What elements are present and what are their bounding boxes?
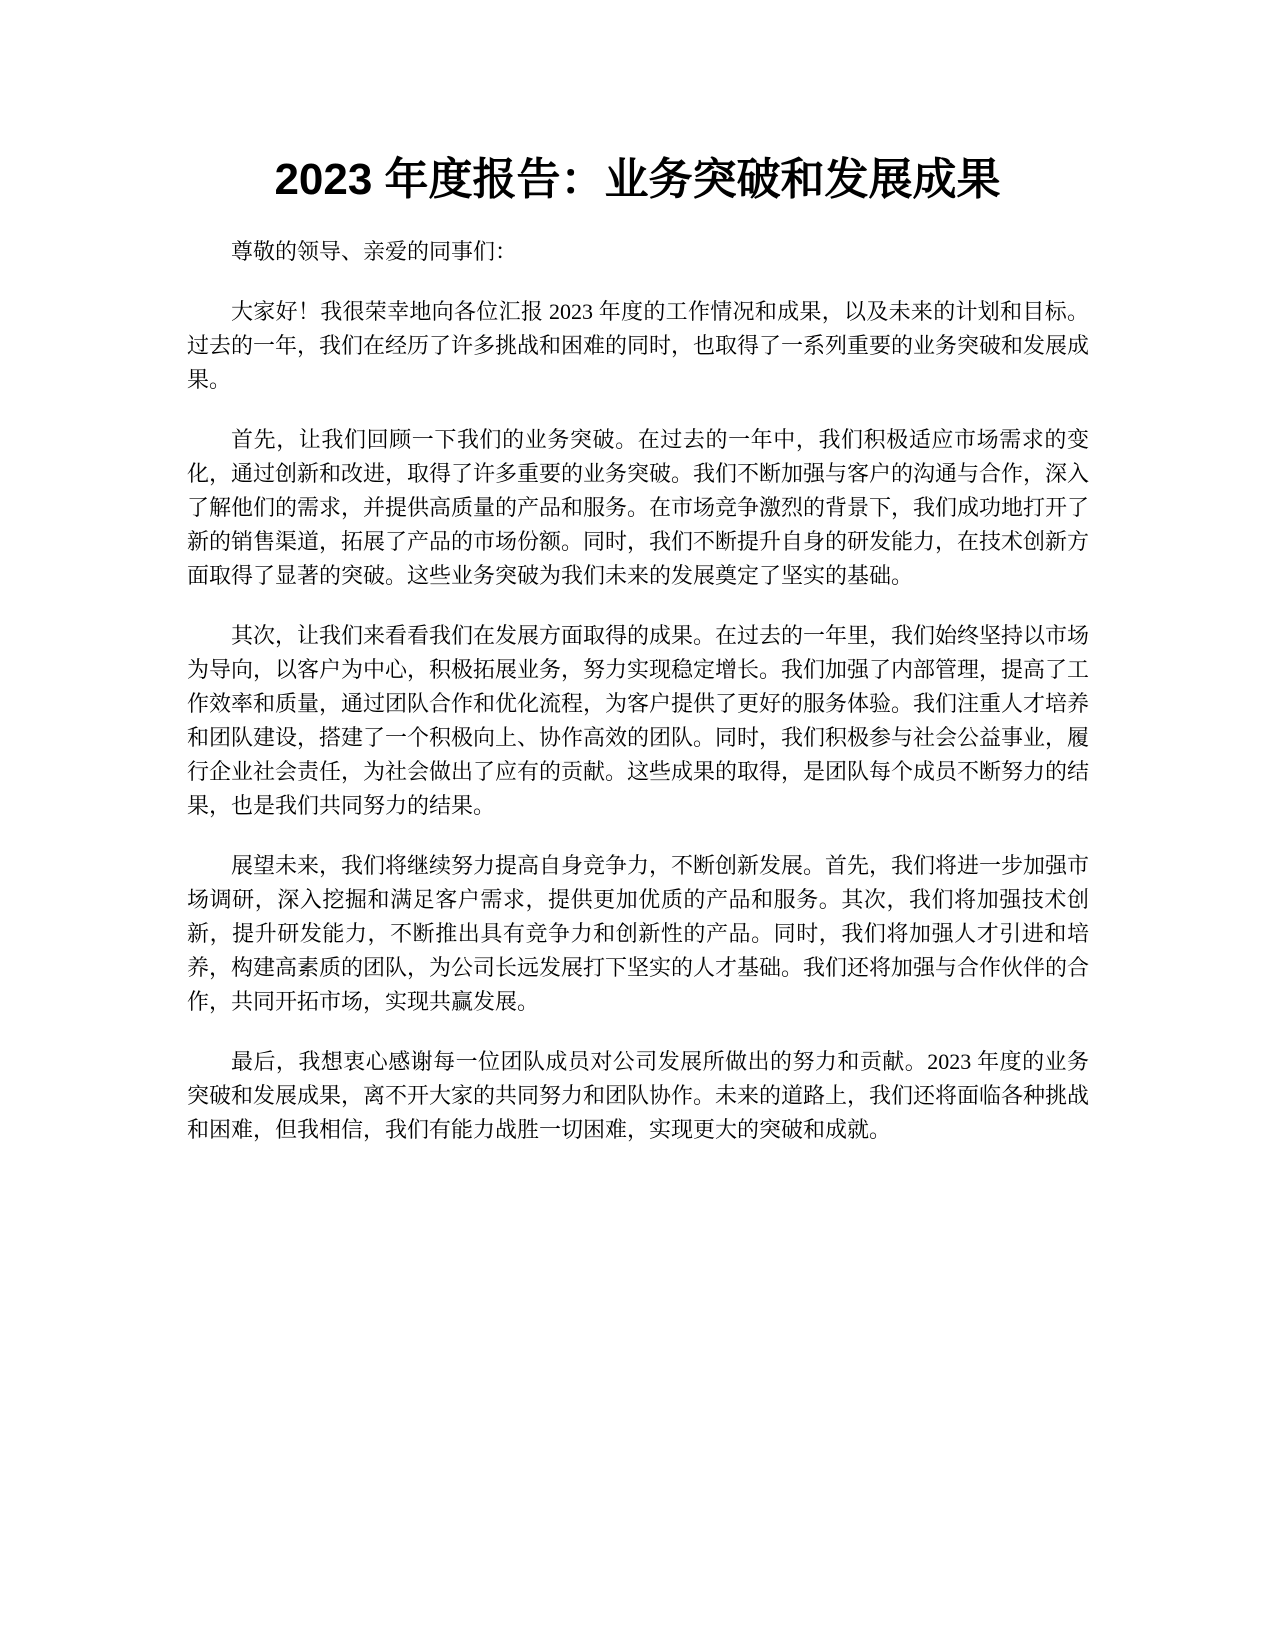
paragraph-future-outlook: 展望未来，我们将继续努力提高自身竞争力，不断创新发展。首先，我们将进一步加强市场调研，深入挖掘和满足客户需求，提供更加优质的产品和服务。其次，我们将加强技术创新，提升研发能力，不断推出具有竞争力和创新性的产品。同时，我们将加强人才引进和培养，构建高素质的团队，为公司长远发展打下坚实的人才基础。我们还将加强与合作伙伴的合作，共同开拓市场，实现共赢发展。 xyxy=(187,853,1090,1014)
paragraph-business-breakthrough: 首先，让我们回顾一下我们的业务突破。在过去的一年中，我们积极适应市场需求的变化，通过创新和改进，取得了许多重要的业务突破。我们不断加强与客户的沟通与合作，深入了解他们的需求，并提供高质量的产品和服务。在市场竞争激烈的背景下，我们成功地打开了新的销售渠道，拓展了产品的市场份额。同时，我们不断提升自身的研发能力，在技术创新方面取得了显著的突破。这些业务突破为我们未来的发展奠定了坚实的基础。 xyxy=(187,427,1090,588)
paragraph-thanks: 最后，我想衷心感谢每一位团队成员对公司发展所做出的努力和贡献。2023 年度的业务突破和发展成果，离不开大家的共同努力和团队协作。未来的道路上，我们还将面临各种挑战和困难，但我相信，我们有能力战胜一切困难，实现更大的突破和成就。 xyxy=(187,1049,1090,1142)
document-title: 2023 年度报告：业务突破和发展成果 xyxy=(274,155,1001,204)
paragraph-development-results: 其次，让我们来看看我们在发展方面取得的成果。在过去的一年里，我们始终坚持以市场为导向，以客户为中心，积极拓展业务，努力实现稳定增长。我们加强了内部管理，提高了工作效率和质量，通过团队合作和优化流程，为客户提供了更好的服务体验。我们注重人才培养和团队建设，搭建了一个积极向上、协作高效的团队。同时，我们积极参与社会公益事业，履行企业社会责任，为社会做出了应有的贡献。这些成果的取得，是团队每个成员不断努力的结果，也是我们共同努力的结果。 xyxy=(187,623,1090,818)
paragraph-greeting: 大家好！我很荣幸地向各位汇报 2023 年度的工作情况和成果，以及未来的计划和目标。过去的一年，我们在经历了许多挑战和困难的同时，也取得了一系列重要的业务突破和发展成果。 xyxy=(187,299,1090,392)
salutation: 尊敬的领导、亲爱的同事们： xyxy=(231,239,518,264)
document-body xyxy=(187,235,1089,1173)
